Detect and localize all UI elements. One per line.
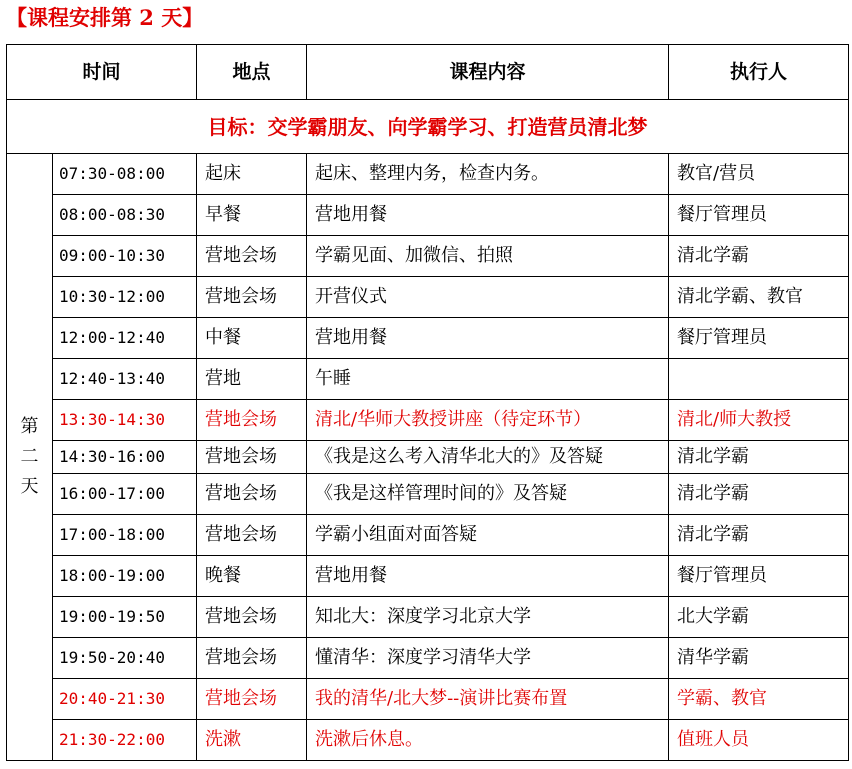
- table-row: [7, 515, 849, 556]
- executor-cell: 清北学霸、教官: [669, 277, 849, 318]
- executor-cell: 清北学霸: [669, 474, 849, 515]
- header-content: 课程内容: [307, 45, 669, 100]
- content-cell: 起床、整理内务，检查内务。: [307, 154, 669, 195]
- table-row: [7, 236, 849, 277]
- executor-cell: 清北学霸: [669, 236, 849, 277]
- time-cell: 13:30-14:30: [53, 400, 197, 441]
- place-cell: 晚餐: [197, 556, 307, 597]
- table-row: [7, 318, 849, 359]
- executor-cell: 清北学霸: [669, 441, 849, 474]
- place-cell: 早餐: [197, 195, 307, 236]
- executor-cell: 清北/师大教授: [669, 400, 849, 441]
- time-cell: 20:40-21:30: [53, 679, 197, 720]
- time-cell: 18:00-19:00: [53, 556, 197, 597]
- content-cell: 清北/华师大教授讲座（待定环节）: [307, 400, 669, 441]
- header-time: 时间: [7, 45, 197, 100]
- executor-cell: 学霸、教官: [669, 679, 849, 720]
- time-cell: 08:00-08:30: [53, 195, 197, 236]
- place-cell: 起床: [197, 154, 307, 195]
- content-cell: 我的清华/北大梦--演讲比赛布置: [307, 679, 669, 720]
- time-cell: 21:30-22:00: [53, 720, 197, 761]
- place-cell: 中餐: [197, 318, 307, 359]
- content-cell: 营地用餐: [307, 318, 669, 359]
- content-cell: 懂清华：深度学习清华大学: [307, 638, 669, 679]
- content-cell: 营地用餐: [307, 556, 669, 597]
- place-cell: 营地会场: [197, 474, 307, 515]
- table-row: [7, 556, 849, 597]
- executor-cell: 值班人员: [669, 720, 849, 761]
- time-cell: 19:50-20:40: [53, 638, 197, 679]
- content-cell: 洗漱后休息。: [307, 720, 669, 761]
- executor-cell: 餐厅管理员: [669, 556, 849, 597]
- table-row: [7, 720, 849, 761]
- content-cell: 学霸小组面对面答疑: [307, 515, 669, 556]
- place-cell: 营地会场: [197, 441, 307, 474]
- schedule-table: [6, 44, 849, 761]
- time-cell: 14:30-16:00: [53, 441, 197, 474]
- executor-cell: 清北学霸: [669, 515, 849, 556]
- table-row: [7, 154, 849, 195]
- place-cell: 营地会场: [197, 515, 307, 556]
- table-row: [7, 638, 849, 679]
- time-cell: 07:30-08:00: [53, 154, 197, 195]
- time-cell: 12:00-12:40: [53, 318, 197, 359]
- executor-cell: 清华学霸: [669, 638, 849, 679]
- table-row: [7, 474, 849, 515]
- place-cell: 营地会场: [197, 679, 307, 720]
- content-cell: 《我是这么考入清华北大的》及答疑: [307, 441, 669, 474]
- time-cell: 09:00-10:30: [53, 236, 197, 277]
- time-cell: 16:00-17:00: [53, 474, 197, 515]
- time-cell: 10:30-12:00: [53, 277, 197, 318]
- header-row: [7, 45, 849, 100]
- table-row: [7, 441, 849, 474]
- table-row: [7, 679, 849, 720]
- place-cell: 营地会场: [197, 236, 307, 277]
- place-cell: 营地会场: [197, 277, 307, 318]
- place-cell: 洗漱: [197, 720, 307, 761]
- table-row: [7, 400, 849, 441]
- place-cell: 营地会场: [197, 400, 307, 441]
- content-cell: 《我是这样管理时间的》及答疑: [307, 474, 669, 515]
- table-row: [7, 597, 849, 638]
- place-cell: 营地会场: [197, 638, 307, 679]
- time-cell: 12:40-13:40: [53, 359, 197, 400]
- header-place: 地点: [197, 45, 307, 100]
- goal-row: [7, 100, 849, 154]
- time-cell: 17:00-18:00: [53, 515, 197, 556]
- content-cell: 午睡: [307, 359, 669, 400]
- content-cell: 学霸见面、加微信、拍照: [307, 236, 669, 277]
- executor-cell: 北大学霸: [669, 597, 849, 638]
- content-cell: 开营仪式: [307, 277, 669, 318]
- table-row: [7, 359, 849, 400]
- schedule-heading: 【课程安排第 2 天】: [6, 5, 204, 30]
- content-cell: 知北大：深度学习北京大学: [307, 597, 669, 638]
- executor-cell: 餐厅管理员: [669, 318, 849, 359]
- place-cell: 营地: [197, 359, 307, 400]
- executor-cell: [669, 359, 849, 400]
- place-cell: 营地会场: [197, 597, 307, 638]
- time-cell: 19:00-19:50: [53, 597, 197, 638]
- table-row: [7, 277, 849, 318]
- goal-text: 目标：交学霸朋友、向学霸学习、打造营员清北梦: [7, 100, 849, 154]
- executor-cell: 餐厅管理员: [669, 195, 849, 236]
- content-cell: 营地用餐: [307, 195, 669, 236]
- executor-cell: 教官/营员: [669, 154, 849, 195]
- table-row: [7, 195, 849, 236]
- header-executor: 执行人: [669, 45, 849, 100]
- day-label: 第二天: [7, 154, 53, 761]
